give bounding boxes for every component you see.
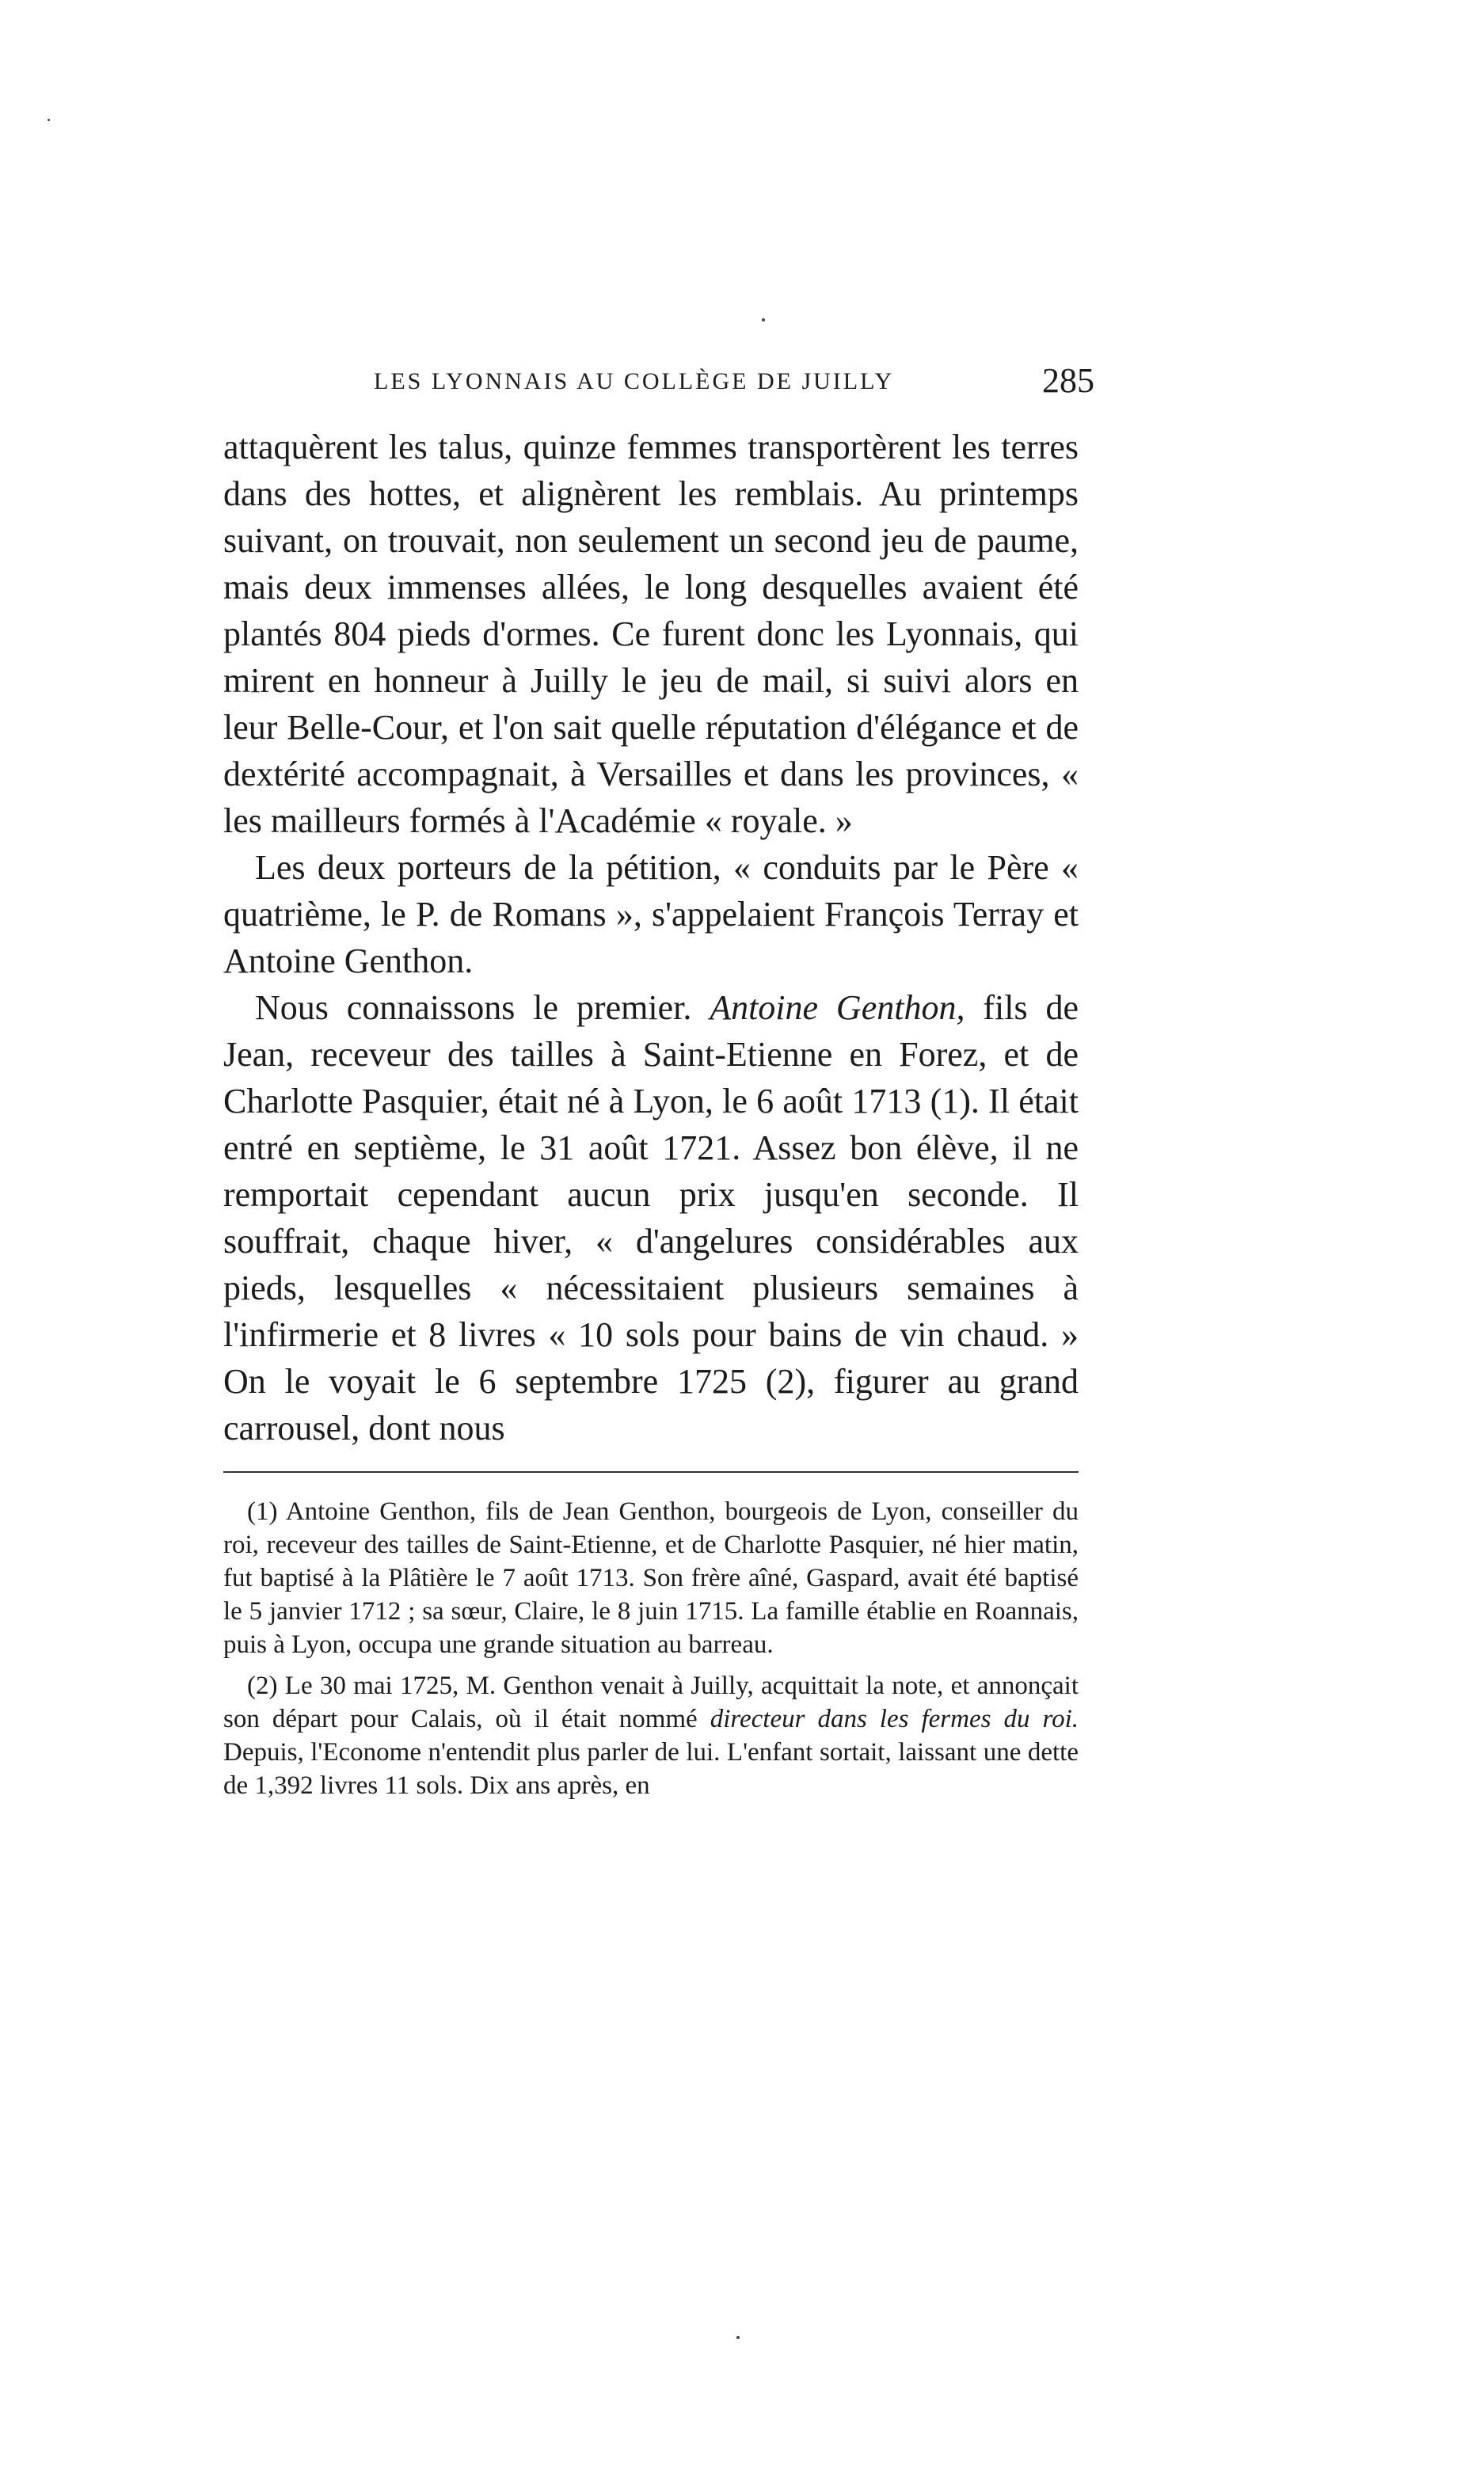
footnote-2 [223, 1669, 1079, 1802]
footnotes [223, 1495, 1079, 1810]
footnote-2-lead: (2) Le 30 mai 1725, M. Genthon venait à Juilly, acquittait la note, et annonçait son départ pour Calais, où il était nommé [223, 1672, 1079, 1733]
paragraph-2: Les deux porteurs de la pétition, « conduits par le Père « quatrième, le P. de Romans », s'appelaient François Terray et Antoine Genthon. [223, 848, 1079, 980]
footnote-rule [223, 1471, 1079, 1473]
main-text [223, 424, 1079, 1451]
running-title: LES LYONNAIS AU COLLÈGE DE JUILLY [374, 368, 895, 394]
paragraph-3-lead: Nous connaissons le premier. [255, 988, 710, 1027]
print-speck [762, 318, 765, 321]
paragraph-3-italic-name: Antoine Genthon, [710, 988, 965, 1027]
footnote-2-italic: directeur dans les fermes du roi. [710, 1705, 1079, 1733]
print-speck [48, 119, 50, 121]
paragraph-3 [223, 984, 1079, 1451]
print-speck [736, 2336, 740, 2339]
page-number: 285 [1042, 361, 1094, 400]
footnote-1: (1) Antoine Genthon, fils de Jean Genthon, bourgeois de Lyon, conseiller du roi, receveur des tailles de Saint-Etienne, et de Charlotte Pasquier, né hier matin, fut baptisé à la Plâtière le 7 août 1713. Son frère aîné, Gaspard, avait été baptisé le 5 janvier 1712 ; sa sœur, Claire, le 8 juin 1715. La famille établie en Roannais, puis à Lyon, occupa une grande situation au barreau. [223, 1497, 1079, 1659]
paragraph-1: attaquèrent les talus, quinze femmes transportèrent les terres dans des hottes, et alignèrent les remblais. Au printemps suivant, on trouvait, non seulement un second jeu de paume, mais deux immenses allées, le long desquelles avaient été plantés 804 pieds d'ormes. Ce furent donc les Lyonnais, qui mirent en honneur à Juilly le jeu de mail, si suivi alors en leur Belle-Cour, et l'on sait quelle réputation d'élégance et de dextérité accompagnait, à Versailles et dans les provinces, « les mailleurs formés à l'Académie « royale. » [223, 428, 1079, 840]
footnote-2-rest: Depuis, l'Econome n'entendit plus parler de lui. L'enfant sortait, laissant une dette de 1,392 livres 11 sols. Dix ans après, en [223, 1738, 1079, 1800]
paragraph-3-rest: fils de Jean, receveur des tailles à Saint-Etienne en Forez, et de Charlotte Pasquier, était né à Lyon, le 6 août 1713 (1). Il était entré en septième, le 31 août 1721. Assez bon élève, il ne remportait cependant aucun prix jusqu'en seconde. Il souffrait, chaque hiver, « d'angelures considérables aux pieds, lesquelles « nécessitaient plusieurs semaines à l'infirmerie et 8 livres « 10 sols pour bains de vin chaud. » On le voyait le 6 septembre 1725 (2), figurer au grand carrousel, dont nous [223, 988, 1079, 1447]
page-header [223, 360, 1094, 408]
